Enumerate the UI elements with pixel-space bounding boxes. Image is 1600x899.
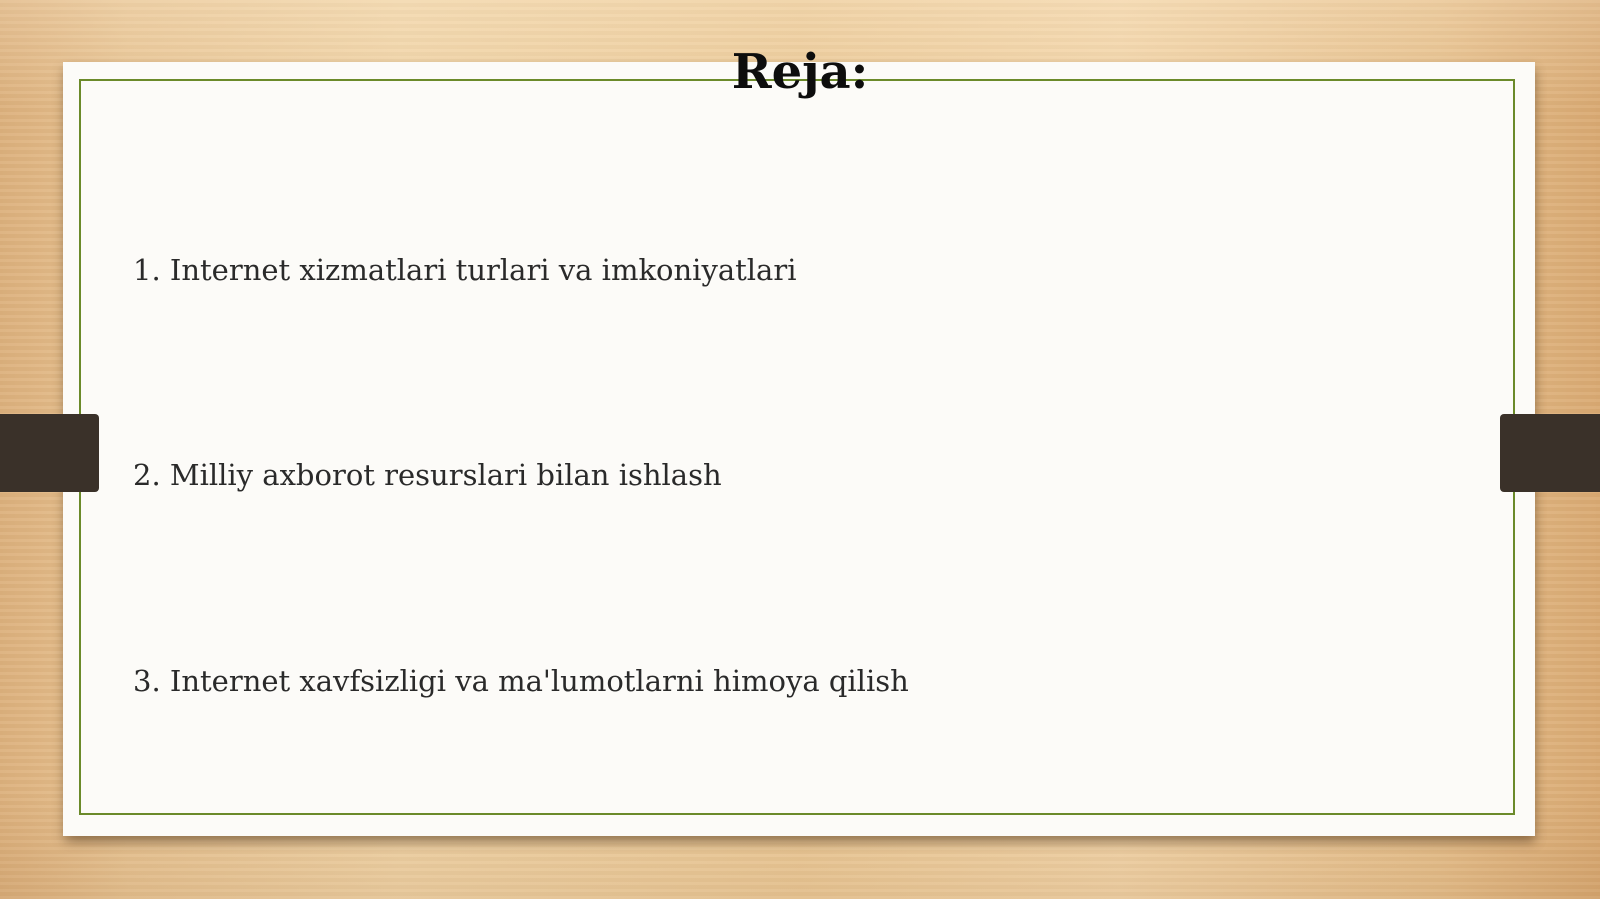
plan-item-1: 1. Internet xizmatlari turlari va imkoniyatlari: [133, 253, 797, 287]
left-binder-clip: [0, 414, 99, 492]
right-binder-clip: [1500, 414, 1600, 492]
slide-card: [63, 62, 1535, 836]
plan-item-3: 3. Internet xavfsizligi va ma'lumotlarni himoya qilish: [133, 664, 909, 698]
plan-item-2: 2. Milliy axborot resurslari bilan ishlash: [133, 458, 722, 492]
slide-frame-border: [79, 79, 1515, 815]
slide-title: Reja:: [731, 44, 869, 100]
